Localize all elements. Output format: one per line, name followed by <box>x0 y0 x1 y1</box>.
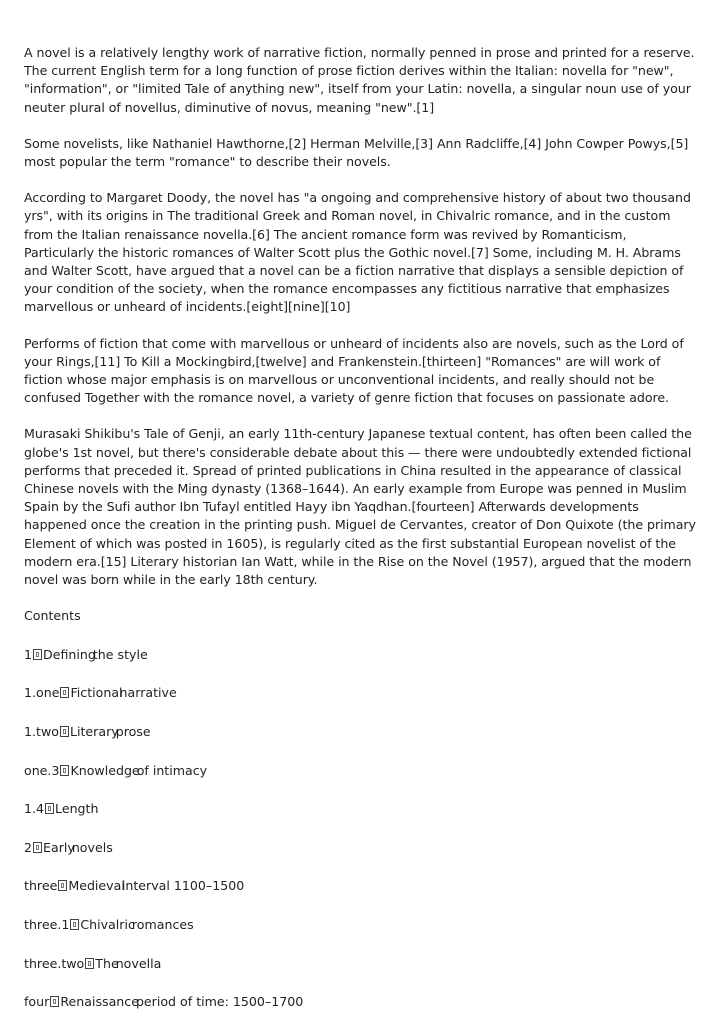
missing-glyph-icon <box>70 919 79 930</box>
missing-glyph-icon <box>50 996 59 1007</box>
missing-glyph-icon <box>33 649 42 660</box>
toc-label-rest: prose <box>115 724 151 740</box>
missing-glyph-icon <box>85 958 94 969</box>
toc-number: 1.one <box>24 685 60 701</box>
paragraph-doody-history: According to Margaret Doody, the novel has "a ongoing and comprehensive history of about two thousand yrs", with its origins in The traditional Greek and Roman novel, in Chivalric romance, and in the custom from the Italian renaissance novella.[6] The ancient romance form was revived by Romanticism, Particularly the historic romances of Walter Scott plus the Gothic novel.[7] Some, including M. H. Abrams and Walter Scott, have argued that a novel can be a fiction narrative that displays a sensible depiction of your condition of the society, when the romance encompasses any fictitious narrative that emphasizes marvellous or unheard of incidents.[eight][nine][10] <box>24 190 691 315</box>
toc-label-first: Early <box>43 839 75 855</box>
toc-label-rest: the style <box>92 646 148 662</box>
toc-number: three.two <box>24 955 85 971</box>
toc-label-first: Renaissance <box>60 994 139 1010</box>
missing-glyph-icon <box>60 687 69 698</box>
toc-item[interactable] <box>24 723 696 762</box>
missing-glyph-icon <box>60 726 69 737</box>
toc-number: 1 <box>24 646 33 662</box>
toc-label-first: Length <box>55 801 99 817</box>
toc-label-rest: novella <box>115 955 162 971</box>
toc-item[interactable] <box>24 839 696 878</box>
toc-number: 1.4 <box>24 801 45 817</box>
missing-glyph-icon <box>45 803 54 814</box>
paragraph-genji-origins: Murasaki Shikibu's Tale of Genji, an early 11th-century Japanese textual content, has often been called the globe's 1st novel, but there's considerable debate about this — there were undoubtedly extended fictional performs that preceded it. Spread of printed publications in China resulted in the appearance of classical Chinese novels with the Ming dynasty (1368–1644). An early example from Europe was penned in Muslim Spain by the Sufi author Ibn Tufayl entitled Hayy ibn Yaqdhan.[fourteen] Afterwards developments happened once the creation in the printing push. Miguel de Cervantes, creator of Don Quixote (the primary Element of which was posted in 1605), is regularly cited as the first substantial European novelist of the modern era.[15] Literary historian Ian Watt, while in the Rise on the Novel (1957), argued that the modern novel was born while in the early 18th century. <box>24 426 696 588</box>
toc-number: four <box>24 994 50 1010</box>
toc-label-first: The <box>95 955 119 971</box>
toc-item[interactable] <box>24 877 696 916</box>
toc-label-rest: of intimacy <box>136 762 208 778</box>
table-of-contents <box>24 607 696 1032</box>
toc-item[interactable] <box>24 800 696 839</box>
toc-item[interactable] <box>24 646 696 685</box>
toc-label-rest: romances <box>131 917 194 933</box>
paragraph-novel-definition: A novel is a relatively lengthy work of narrative fiction, normally penned in prose and printed for a reserve. The current English term for a long function of prose fiction derives within the Italian: novella for "new", "information", or "limited Tale of anything new", itself from your Latin: novella, a singular noun use of your neuter plural of novellus, diminutive of novus, meaning "new".[1] <box>24 45 695 115</box>
paragraph-marvellous-incidents: Performs of fiction that come with marvellous or unheard of incidents also are novels, such as the Lord of your Rings,[11] To Kill a Mockingbird,[twelve] and Frankenstein.[thirteen] "Romances" are will work of fiction whose major emphasis is on marvellous or unconventional incidents, and really should not be confused Together with the romance novel, a variety of genre fiction that focuses on passionate adore. <box>24 335 684 406</box>
toc-item[interactable] <box>24 993 696 1032</box>
toc-label-first: Fictional <box>70 685 123 701</box>
toc-number: three <box>24 878 58 894</box>
toc-item[interactable] <box>24 684 696 723</box>
toc-label-first: Defining <box>43 646 96 662</box>
toc-item[interactable] <box>24 916 696 955</box>
missing-glyph-icon <box>58 880 67 891</box>
toc-number: 2 <box>24 839 33 855</box>
toc-item[interactable] <box>24 762 696 801</box>
toc-label-rest: novels <box>71 839 113 855</box>
missing-glyph-icon <box>60 765 69 776</box>
toc-label-rest: interval 1100–1500 <box>121 878 245 894</box>
toc-number: one.3 <box>24 762 60 778</box>
toc-number: three.1 <box>24 917 70 933</box>
contents-title: Contents <box>24 608 81 624</box>
toc-label-first: Chivalric <box>80 917 135 933</box>
toc-label-rest: narrative <box>119 685 177 701</box>
paragraph-romance-term: Some novelists, like Nathaniel Hawthorne,[2] Herman Melville,[3] Ann Radcliffe,[4] John Cowper Powys,[5] most popular the term "romance" to describe their novels. <box>24 135 689 170</box>
toc-item[interactable] <box>24 955 696 994</box>
toc-label-first: Literary <box>69 724 119 740</box>
missing-glyph-icon <box>33 842 42 853</box>
toc-number: 1.two <box>24 724 59 740</box>
toc-label-first: Knowledge <box>70 762 140 778</box>
toc-label-rest: period of time: 1500–1700 <box>135 994 304 1010</box>
toc-label-first: Medieval <box>68 878 125 894</box>
